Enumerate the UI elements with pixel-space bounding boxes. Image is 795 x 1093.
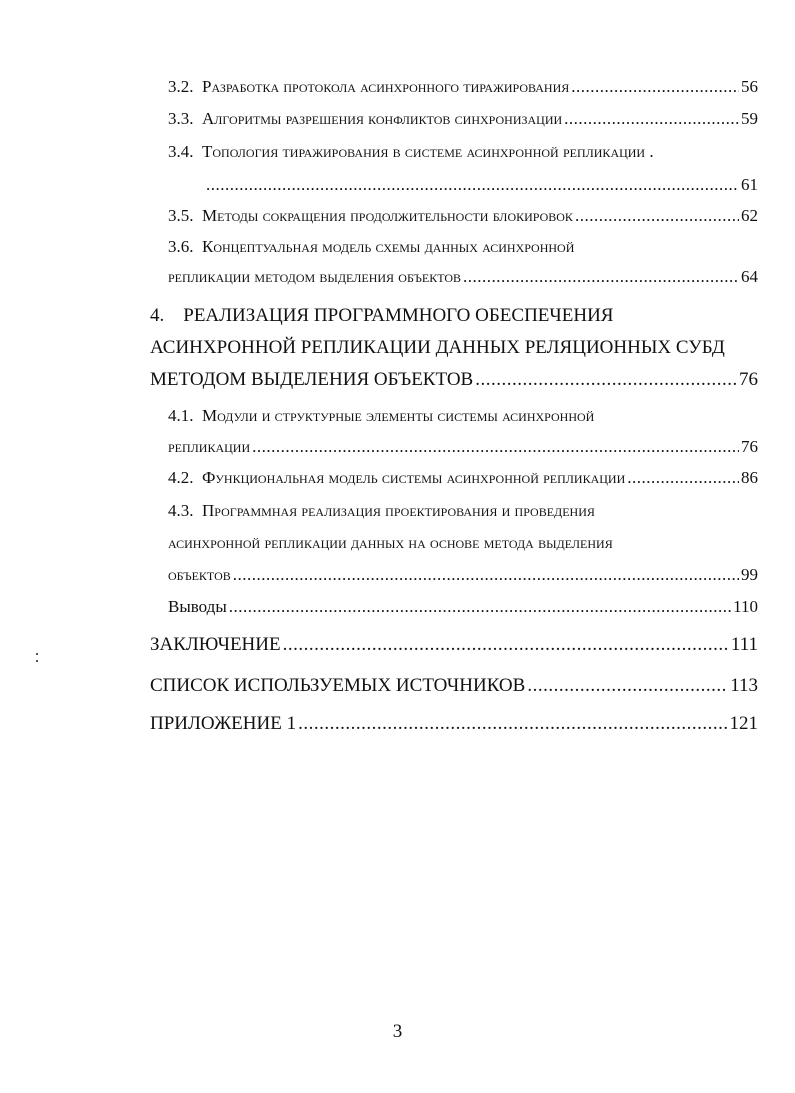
toc-entry-title: Функциональная модель системы асинхронной репликации xyxy=(202,468,626,487)
toc-entry-page: 76 xyxy=(741,437,758,456)
toc-entry-3-2[interactable] xyxy=(168,78,758,95)
toc-entry-number: 4.3. xyxy=(168,501,194,520)
toc-entry-page: 64 xyxy=(741,267,758,286)
toc-entry-number: 3.4. xyxy=(168,142,194,161)
toc-entry-conclusions[interactable] xyxy=(168,598,758,615)
toc-entry-title: ЗАКЛЮЧЕНИЕ xyxy=(150,634,281,655)
toc-entry-4-3-title[interactable] xyxy=(168,502,595,519)
leader-dots xyxy=(475,370,737,389)
toc-entry-number: 4.2. xyxy=(168,468,194,487)
leader-dots xyxy=(252,438,739,455)
toc-entry-3-4-leader[interactable] xyxy=(206,176,758,193)
toc-entry-appendix[interactable] xyxy=(150,714,758,733)
leader-dots xyxy=(229,598,731,615)
toc-entry-conclusion[interactable] xyxy=(150,635,758,654)
leader-dots xyxy=(206,176,739,193)
page-number: 3 xyxy=(392,1021,403,1042)
toc-entry-title: Программная реализация проектирования и проведения xyxy=(202,501,595,520)
leader-dots xyxy=(527,676,728,695)
toc-entry-page: 110 xyxy=(733,597,758,616)
toc-entry-title-cont: АСИНХРОННОЙ РЕПЛИКАЦИИ ДАННЫХ РЕЛЯЦИОННЫХ СУБД xyxy=(150,337,725,358)
toc-entry-title: Топология тиражирования в системе асинхронной репликации . xyxy=(202,142,654,161)
toc-entry-3-6-title[interactable] xyxy=(168,238,574,255)
toc-entry-title-cont: репликации xyxy=(168,437,251,456)
leader-dots xyxy=(233,566,739,583)
toc-entry-3-4-title[interactable] xyxy=(168,143,654,160)
toc-entry-4-1-title[interactable] xyxy=(168,407,594,424)
toc-entry-title: Алгоритмы разрешения конфликтов синхронизации xyxy=(202,109,563,128)
toc-entry-page: 113 xyxy=(730,675,758,696)
toc-entry-4-1[interactable] xyxy=(168,438,758,455)
toc-entry-number: 4.1. xyxy=(168,406,194,425)
leader-dots xyxy=(463,268,739,285)
toc-entry-number: 3.5. xyxy=(168,206,194,225)
toc-entry-title: Концептуальная модель схемы данных асинхронной xyxy=(202,237,575,256)
leader-dots xyxy=(283,635,729,654)
toc-entry-title: РЕАЛИЗАЦИЯ ПРОГРАММНОГО ОБЕСПЕЧЕНИЯ xyxy=(183,305,614,326)
toc-entry-number: 4. xyxy=(150,305,165,326)
toc-entry-title: Модули и структурные элементы системы асинхронной xyxy=(202,406,595,425)
toc-entry-3-6[interactable] xyxy=(168,268,758,285)
toc-entry-title-cont: МЕТОДОМ ВЫДЕЛЕНИЯ ОБЪЕКТОВ xyxy=(150,369,474,390)
toc-entry-title: Выводы xyxy=(168,597,227,616)
toc-entry-title: Методы сокращения продолжительности блокировок xyxy=(202,206,573,225)
leader-dots xyxy=(298,714,727,733)
toc-entry-page: 56 xyxy=(741,77,758,96)
toc-entry-3-5[interactable] xyxy=(168,207,758,224)
scan-artifact xyxy=(36,653,38,669)
toc-entry-page: 62 xyxy=(741,206,758,225)
toc-entry-page: 76 xyxy=(739,369,758,390)
toc-entry-page: 99 xyxy=(741,565,758,584)
toc-entry-title: ПРИЛОЖЕНИЕ 1 xyxy=(150,713,297,734)
leader-dots xyxy=(627,469,739,486)
toc-entry-page: 61 xyxy=(741,175,758,194)
toc-entry-page: 121 xyxy=(729,713,758,734)
toc-entry-title: СПИСОК ИСПОЛЬЗУЕМЫХ ИСТОЧНИКОВ xyxy=(150,675,526,696)
leader-dots xyxy=(564,110,739,127)
toc-entry-references[interactable] xyxy=(150,676,758,695)
toc-entry-title-cont: объектов xyxy=(168,565,231,584)
toc-entry-page: 59 xyxy=(741,109,758,128)
toc-entry-4-3-title-cont xyxy=(168,534,613,551)
toc-entry-title: Разработка протокола асинхронного тиражирования xyxy=(202,77,570,96)
toc-chapter-4-title-cont xyxy=(150,338,725,357)
toc-entry-4-2[interactable] xyxy=(168,469,758,486)
toc-entry-page: 86 xyxy=(741,468,758,487)
toc-entry-number: 3.6. xyxy=(168,237,194,256)
toc-entry-number: 3.2. xyxy=(168,77,194,96)
toc-chapter-4-title[interactable] xyxy=(150,306,613,325)
toc-entry-3-3[interactable] xyxy=(168,110,758,127)
toc-entry-number: 3.3. xyxy=(168,109,194,128)
toc-entry-4-3[interactable] xyxy=(168,566,758,583)
toc-chapter-4[interactable] xyxy=(150,370,758,389)
leader-dots xyxy=(571,78,739,95)
toc-entry-title-cont: асинхронной репликации данных на основе метода выделения xyxy=(168,533,613,552)
leader-dots xyxy=(575,207,739,224)
toc-entry-page: 111 xyxy=(730,634,758,655)
toc-entry-title-cont: репликации методом выделения объектов xyxy=(168,267,462,286)
